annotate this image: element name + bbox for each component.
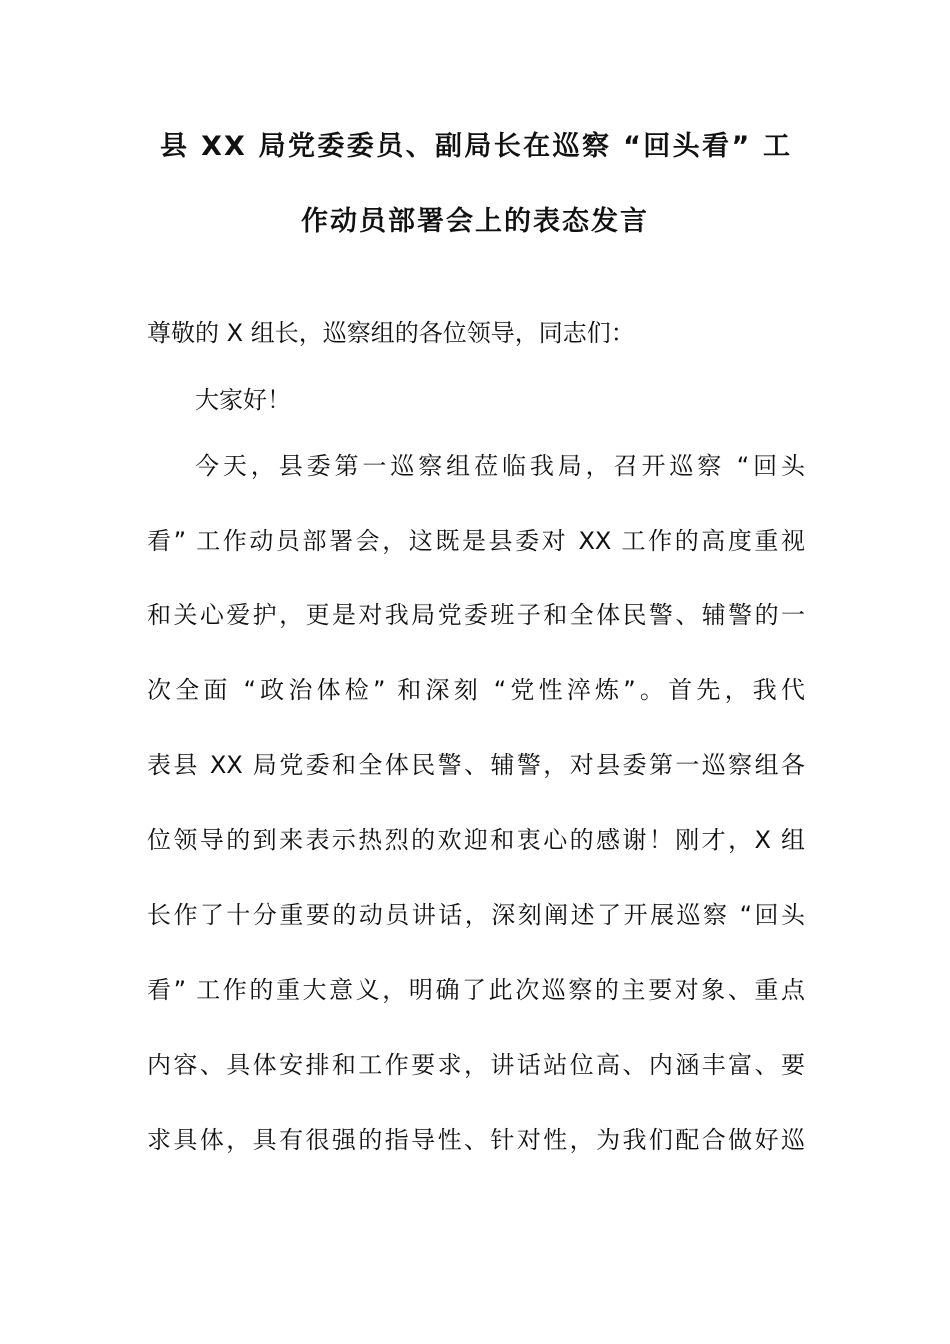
paragraph-line: 位领导的到来表示热烈的欢迎和衷心的感谢！刚才，X 组 [147,826,805,854]
paragraph-line: 看” 工作动员部署会，这既是县委对 XX 工作的高度重视 [147,527,805,555]
paragraph-line: 看” 工作的重大意义，明确了此次巡察的主要对象、重点 [147,976,805,1004]
paragraph-line: 求具体，具有很强的指导性、针对性，为我们配合做好巡 [147,1126,805,1154]
salutation: 尊敬的 X 组长，巡察组的各位领导，同志们： [147,319,635,347]
paragraph-line: 今天，县委第一巡察组莅临我局，召开巡察 “回头 [195,452,805,480]
paragraph-line: 和关心爱护，更是对我局党委班子和全体民警、辅警的一 [147,601,805,629]
paragraph-line: 表县 XX 局党委和全体民警、辅警，对县委第一巡察组各 [147,751,805,779]
document-title-line-1: 县 XX 局党委委员、副局长在巡察 “回头看” 工 [160,131,792,162]
paragraph-line: 次全面 “政治体检” 和深刻 “党性淬炼”。首先，我代 [147,676,805,704]
greeting: 大家好！ [195,386,291,414]
paragraph-line: 内容、具体安排和工作要求，讲话站位高、内涵丰富、要 [147,1051,805,1079]
paragraph-line: 长作了十分重要的动员讲话，深刻阐述了开展巡察 “回头 [147,901,805,929]
document-title-line-2: 作动员部署会上的表态发言 [301,206,649,237]
